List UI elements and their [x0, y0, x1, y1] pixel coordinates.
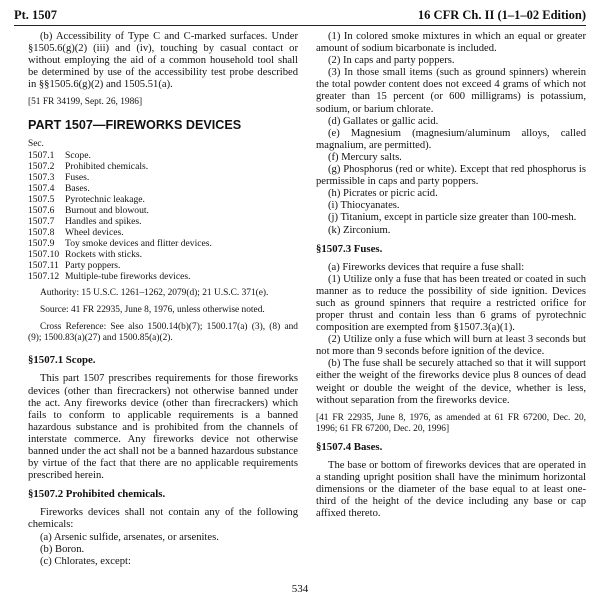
section-heading-1507-2: §1507.2 Prohibited chemicals. [28, 488, 166, 501]
toc-number: 1507.11 [28, 260, 59, 272]
section-heading-1507-3: §1507.3 Fuses. [316, 242, 383, 255]
toc-entry [28, 271, 298, 282]
toc-title: Rockets with sticks. [65, 249, 143, 261]
toc-entry [28, 150, 298, 161]
toc-entry [28, 227, 298, 238]
toc-number: 1507.6 [28, 205, 55, 217]
carryover-citation: [51 FR 34199, Sept. 26, 1986] [28, 97, 143, 108]
section-1507-3-a: (a) Fireworks devices that require a fuse shall: [328, 261, 525, 273]
authority-note: Authority: 15 U.S.C. 1261–1262, 2079(d); 21 U.S.C. 371(e). [40, 288, 269, 299]
toc-title: Handles and spikes. [65, 216, 142, 228]
toc-number: 1507.12 [28, 271, 60, 283]
toc-title: Fuses. [65, 172, 90, 184]
toc-title: Wheel devices. [65, 227, 124, 239]
section-1507-3-b: (b) The fuse shall be securely attached so that it will support either the weight of the fireworks device plus 8 ounces of dead weight or double the weight of the device, whether is less, without separation from the fireworks device. [316, 358, 586, 406]
running-head-edition: 16 CFR Ch. II (1–1–02 Edition) [417, 8, 586, 22]
toc-entry [28, 194, 298, 205]
source-note: Source: 41 FR 22935, June 8, 1976, unless otherwise noted. [40, 305, 265, 316]
paragraph-c-1: (1) In colored smoke mixtures in which an equal or greater amount of sodium bicarbonate is included. [316, 31, 586, 55]
section-1507-3-a-1: (1) Utilize only a fuse that has been treated or coated in such manner as to reduce the possibility of side ignition. Devices such as ground spinners that require a restricted orifice for proper thrust and contain less than 6 grams of pyrotechnic composition are exempted from §1507.3(a)(1). [316, 273, 586, 334]
paragraph-k: (k) Zirconium. [328, 224, 391, 236]
section-1507-1-text: This part 1507 prescribes requirements for those fireworks devices (other than firecrackers) not otherwise banned under the act. Any fireworks device (other than firecrackers) which fails to conform to applicable requirements is a banned hazardous substance and is prohibited from the channels of interstate commerce. Any fireworks device not otherwise banned under the act shall not be a banned hazardous substance by virtue of the fact that there are no applicable requirements prescribed herein. [28, 373, 298, 482]
section-1507-3-a-2: (2) Utilize only a fuse which will burn at least 3 seconds but not more than 9 seconds before ignition of the device. [316, 334, 586, 358]
toc-entry [28, 216, 298, 227]
header-rule [14, 25, 586, 26]
left-column [28, 31, 298, 568]
section-1507-2-intro: Fireworks devices shall not contain any of the following chemicals: [28, 507, 298, 531]
toc-title: Bases. [65, 183, 90, 195]
running-head-part: Pt. 1507 [14, 8, 58, 22]
toc-title: Pyrotechnic leakage. [65, 194, 145, 206]
toc-entry [28, 249, 298, 260]
section-1507-3-citation: [41 FR 22935, June 8, 1976, as amended at 61 FR 67200, Dec. 20, 1996; 61 FR 67200, Dec. 20, 1996] [316, 412, 586, 434]
part-heading: PART 1507—FIREWORKS DEVICES [28, 118, 242, 133]
paragraph-j: (j) Titanium, except in particle size greater than 100-mesh. [328, 212, 577, 224]
paragraph-f: (f) Mercury salts. [328, 151, 402, 163]
paragraph-c: (c) Chlorates, except: [40, 555, 131, 567]
toc-title: Prohibited chemicals. [65, 161, 149, 173]
carryover-paragraph: (b) Accessibility of Type C and C-marked surfaces. Under §1505.6(g)(2) (iii) and (iv), touching by casual contact or without employing the aid of a common household tool shall be determined by use of the accessibility test probe described in §§1505.6(g)(2) and 1505.51(a). [28, 31, 298, 91]
paragraph-c-3: (3) In those small items (such as ground spinners) wherein the total powder content does not exceed 4 grams of which not greater than 15 percent (or 600 milligrams) is potassium, sodium, or barium chlorate. [316, 67, 586, 115]
toc-title: Toy smoke devices and flitter devices. [65, 238, 212, 250]
toc-title: Burnout and blowout. [65, 205, 149, 217]
toc-entry [28, 172, 298, 183]
page-number: 534 [291, 583, 309, 595]
right-column [316, 31, 586, 520]
paragraph-g: (g) Phosphorus (red or white). Except that red phosphorus is permissible in caps and party poppers. [316, 164, 586, 188]
paragraph-h: (h) Picrates or picric acid. [328, 188, 438, 200]
paragraph-a: (a) Arsenic sulfide, arsenates, or arsenites. [40, 531, 219, 543]
toc-label: Sec. [28, 139, 44, 150]
toc-number: 1507.9 [28, 238, 55, 250]
section-heading-1507-1: §1507.1 Scope. [28, 354, 96, 367]
toc-entry [28, 238, 298, 249]
toc-entry [28, 205, 298, 216]
toc-number: 1507.10 [28, 249, 60, 261]
section-table-of-contents [28, 150, 298, 282]
section-heading-1507-4: §1507.4 Bases. [316, 440, 383, 453]
running-head [14, 8, 586, 24]
toc-number: 1507.2 [28, 161, 55, 173]
toc-entry [28, 260, 298, 271]
toc-number: 1507.1 [28, 150, 55, 162]
toc-number: 1507.5 [28, 194, 55, 206]
paragraph-b: (b) Boron. [40, 543, 85, 555]
toc-number: 1507.8 [28, 227, 55, 239]
toc-number: 1507.4 [28, 183, 55, 195]
paragraph-e: (e) Magnesium (magnesium/aluminum alloys, called magnalium, are permitted). [316, 127, 586, 151]
toc-entry [28, 183, 298, 194]
paragraph-c-2: (2) In caps and party poppers. [328, 55, 455, 67]
toc-number: 1507.3 [28, 172, 55, 184]
toc-entry [28, 161, 298, 172]
toc-number: 1507.7 [28, 216, 55, 228]
toc-title: Multiple-tube fireworks devices. [65, 271, 191, 283]
paragraph-d: (d) Gallates or gallic acid. [328, 115, 439, 127]
paragraph-i: (i) Thiocyanates. [328, 200, 400, 212]
cross-reference-note: Cross Reference: See also 1500.14(b)(7); 1500.17(a) (3), (8) and (9); 1500.83(a)(27) and 1500.85(a)(2). [28, 322, 298, 344]
toc-title: Scope. [65, 150, 91, 162]
section-1507-4-text: The base or bottom of fireworks devices that are operated in a standing upright position shall have the minimum horizontal dimensions or the diameter of the base equal to at least one-third of the height of the device including any base or cap affixed thereto. [316, 459, 586, 520]
toc-title: Party poppers. [65, 260, 121, 272]
